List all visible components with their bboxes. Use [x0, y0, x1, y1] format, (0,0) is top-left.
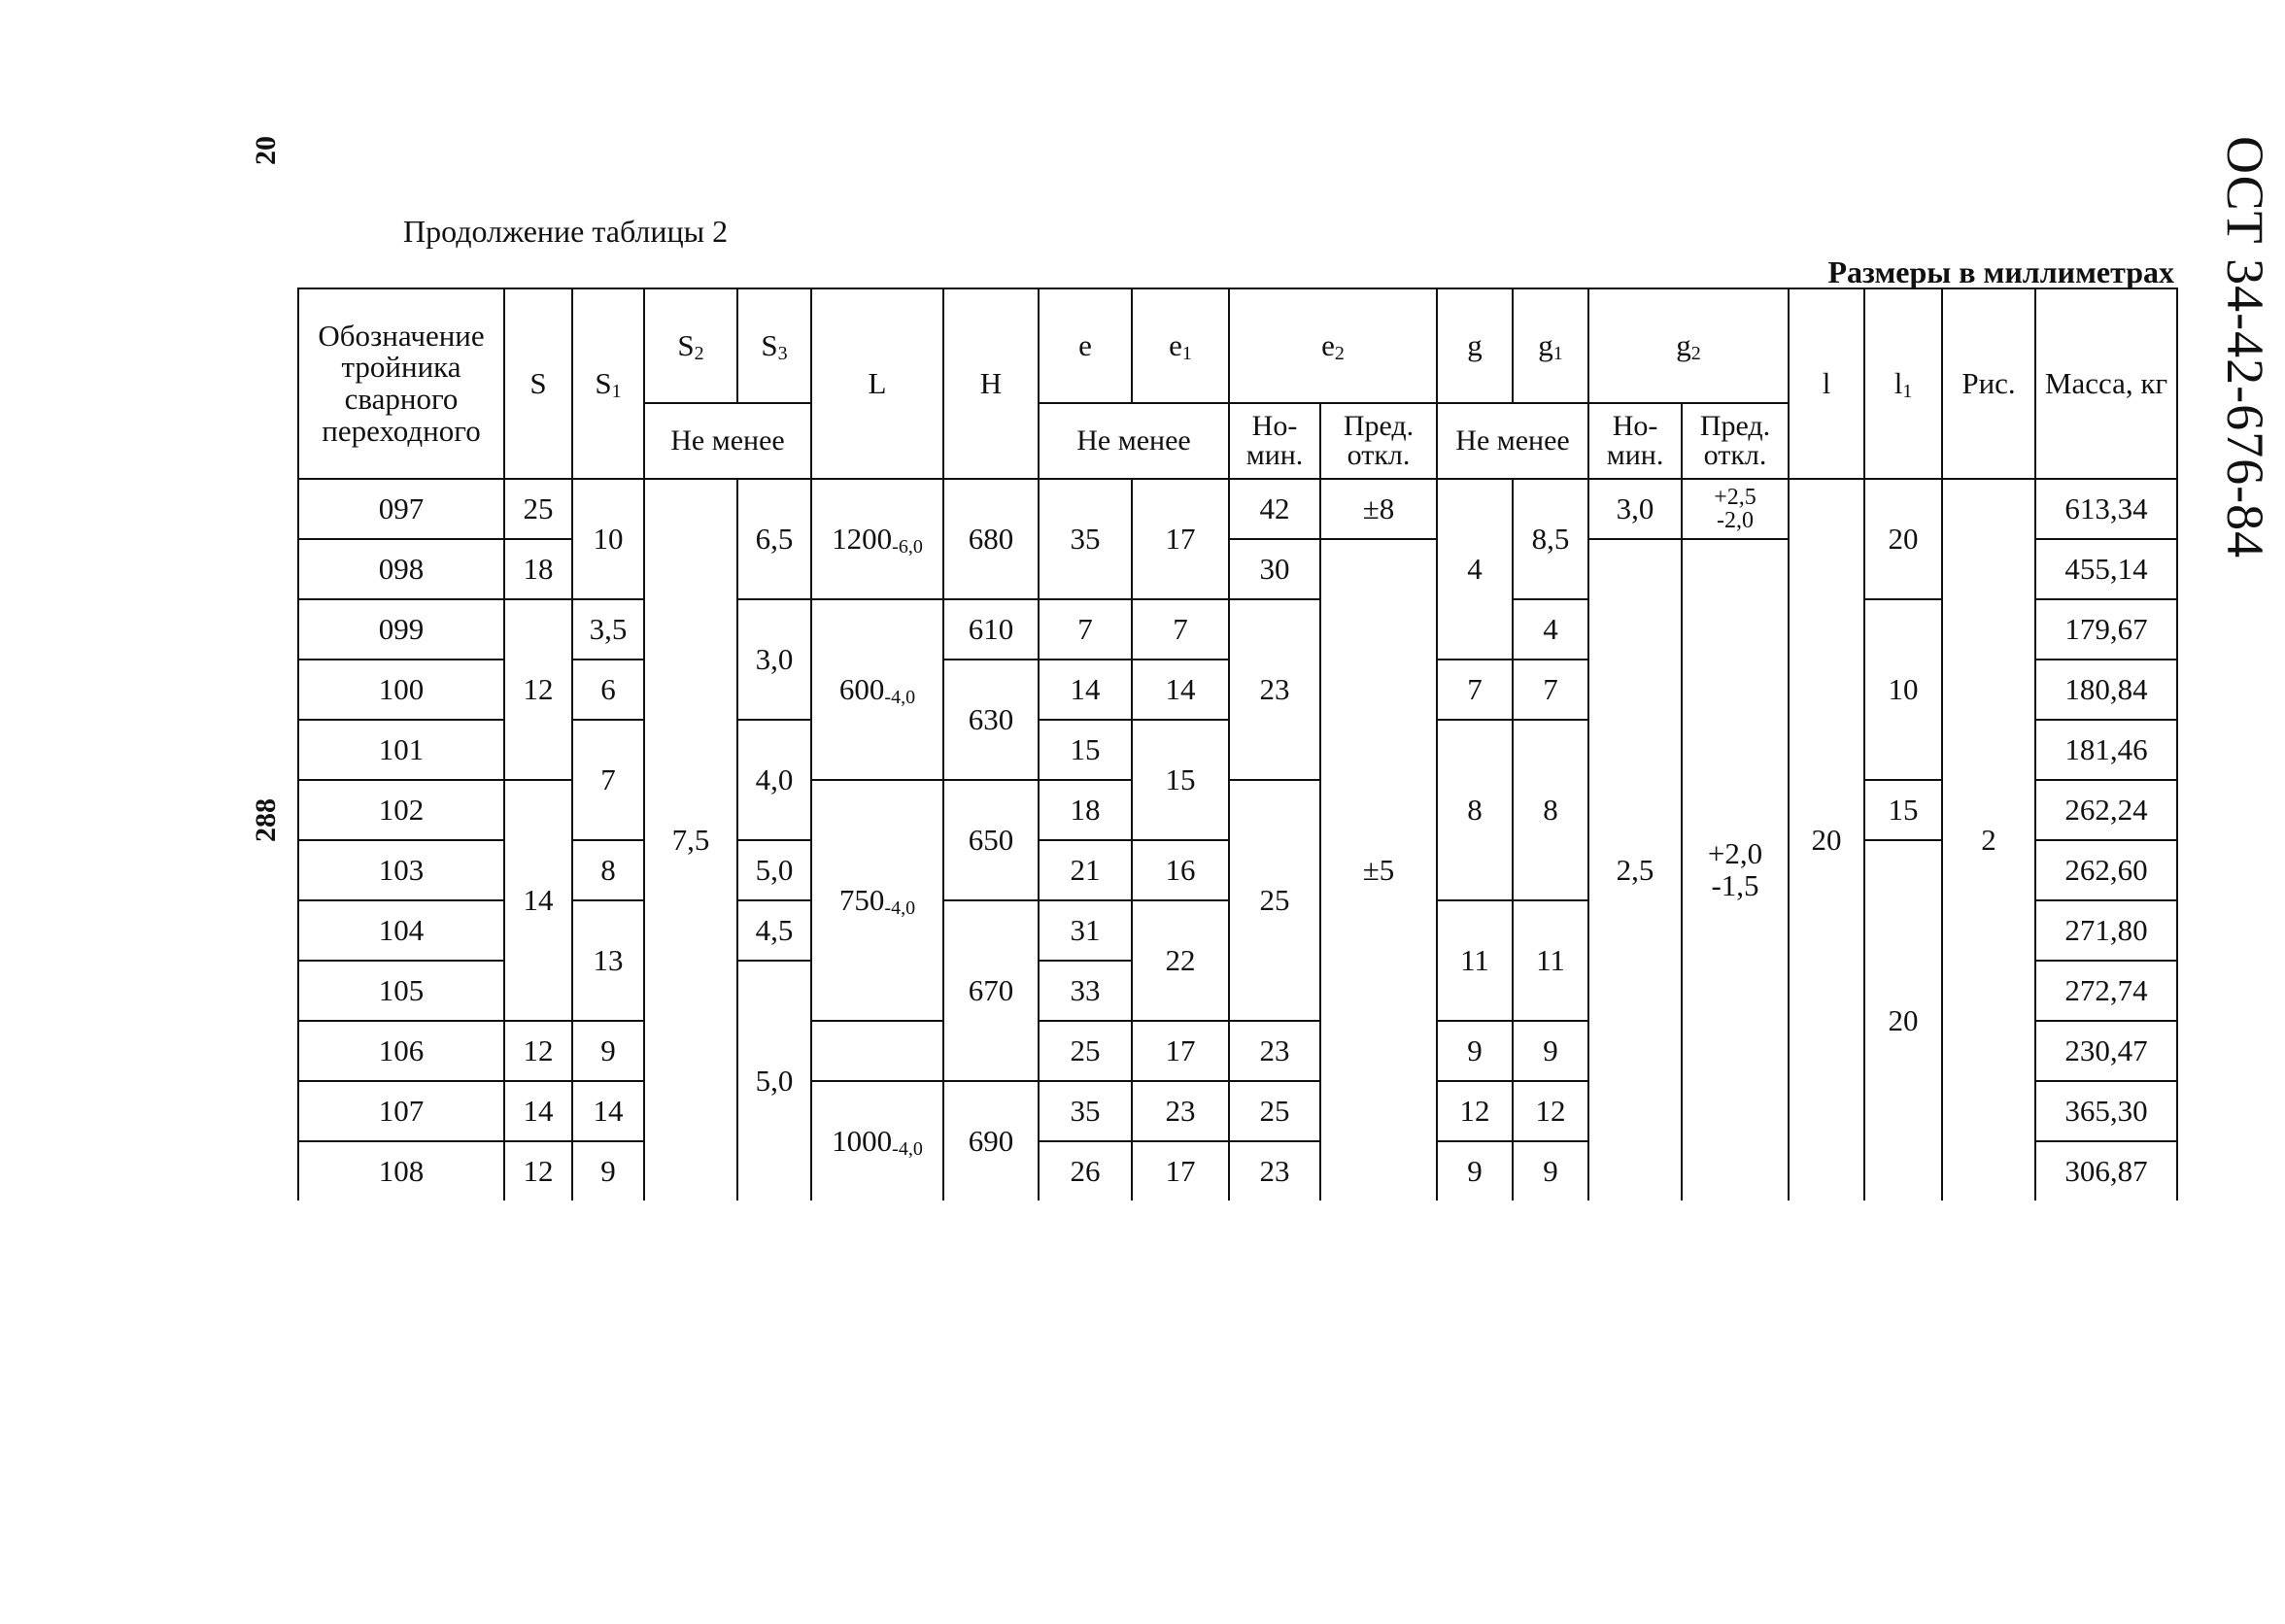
header-g-g1-min: Не менее	[1437, 403, 1588, 479]
cell-l1: 10	[1864, 599, 1942, 780]
standard-code: ОСТ 34-42-676-84	[2216, 136, 2274, 559]
cell-g: 8	[1437, 720, 1513, 900]
header-g2: $g_2$	[1588, 288, 1789, 403]
cell-S2: 7,5	[644, 479, 737, 1201]
cell-e: 18	[1039, 780, 1132, 840]
cell-S3: 4,0	[737, 720, 811, 840]
cell-e2-dev: ±8	[1320, 479, 1437, 539]
header-name: Обозначение тройника сварного переходного	[298, 288, 504, 479]
table-row	[298, 479, 2177, 539]
header-S2: $S_2$	[644, 288, 737, 403]
cell-H: 610	[943, 599, 1039, 660]
cell-mass: 180,84	[2035, 660, 2177, 720]
cell-e2-dev: ±5	[1320, 539, 1437, 1201]
cell-L: $1200_{-6,0}$	[811, 479, 943, 599]
cell-g2: 3,0	[1588, 479, 1682, 539]
cell-e2: 30	[1229, 539, 1320, 599]
header-H: H	[943, 288, 1039, 479]
cell-e1: 17	[1132, 1141, 1229, 1201]
cell-L: $600_{-4,0}$	[811, 599, 943, 780]
cell-e: 31	[1039, 900, 1132, 961]
cell-e: 26	[1039, 1141, 1132, 1201]
cell-mass: 306,87	[2035, 1141, 2177, 1201]
cell-g1: 8	[1513, 720, 1588, 900]
cell-S1: 13	[572, 900, 644, 1021]
header-e2: $e_2$	[1229, 288, 1437, 403]
table-caption: Продолжение таблицы 2	[403, 214, 729, 249]
header-L: L	[811, 288, 943, 479]
cell-S1: 9	[572, 1141, 644, 1201]
cell-mass: 179,67	[2035, 599, 2177, 660]
header-S: S	[504, 288, 572, 479]
cell-g: 7	[1437, 660, 1513, 720]
page-number-top: 20	[250, 136, 282, 165]
cell-S1: 8	[572, 840, 644, 900]
cell-g1: 9	[1513, 1021, 1588, 1081]
cell-g1: 11	[1513, 900, 1588, 1021]
cell-e2: 42	[1229, 479, 1320, 539]
cell-e: 35	[1039, 479, 1132, 599]
header-e: e	[1039, 288, 1132, 403]
header-g1: $g_1$	[1513, 288, 1588, 403]
cell-S1: 6	[572, 660, 644, 720]
cell-e2: 25	[1229, 1081, 1320, 1141]
cell-name: 108	[298, 1141, 504, 1201]
cell-e2: 23	[1229, 599, 1320, 780]
header-row-1	[298, 288, 2177, 403]
cell-e: 25	[1039, 1021, 1132, 1081]
cell-name: 106	[298, 1021, 504, 1081]
cell-H: 680	[943, 479, 1039, 599]
cell-S1: 7	[572, 720, 644, 840]
cell-L: $750_{-4,0}$	[811, 780, 943, 1021]
cell-L: $1000_{-4,0}$	[811, 1081, 943, 1201]
cell-H: 690	[943, 1081, 1039, 1201]
cell-S: 12	[504, 1141, 572, 1201]
page-number-side: 288	[250, 798, 282, 842]
header-S1: $S_1$	[572, 288, 644, 479]
cell-S: 14	[504, 780, 572, 1021]
cell-mass: 230,47	[2035, 1021, 2177, 1081]
cell-l: 20	[1789, 479, 1864, 1201]
cell-S3: 5,0	[737, 840, 811, 900]
cell-mass: 262,24	[2035, 780, 2177, 840]
cell-g2-dev: +2,0 -1,5	[1682, 539, 1789, 1201]
cell-name: 102	[298, 780, 504, 840]
cell-mass: 455,14	[2035, 539, 2177, 599]
cell-name: 105	[298, 961, 504, 1021]
cell-g: 12	[1437, 1081, 1513, 1141]
cell-e: 33	[1039, 961, 1132, 1021]
cell-e1: 17	[1132, 1021, 1229, 1081]
cell-name: 100	[298, 660, 504, 720]
cell-g2: 2,5	[1588, 539, 1682, 1201]
cell-mass: 365,30	[2035, 1081, 2177, 1141]
cell-g: 9	[1437, 1021, 1513, 1081]
cell-e: 21	[1039, 840, 1132, 900]
cell-e1: 14	[1132, 660, 1229, 720]
cell-mass: 262,60	[2035, 840, 2177, 900]
cell-S3: 5,0	[737, 961, 811, 1201]
cell-S: 18	[504, 539, 572, 599]
cell-name: 103	[298, 840, 504, 900]
header-g2-nominal: Но-мин.	[1588, 403, 1682, 479]
cell-H: 650	[943, 780, 1039, 900]
header-S2-S3-min: Не менее	[644, 403, 811, 479]
cell-S1: 3,5	[572, 599, 644, 660]
cell-fig: 2	[1942, 479, 2035, 1201]
cell-S: 12	[504, 1021, 572, 1081]
header-e1: $e_1$	[1132, 288, 1229, 403]
cell-name: 099	[298, 599, 504, 660]
cell-S3: 4,5	[737, 900, 811, 961]
cell-mass: 271,80	[2035, 900, 2177, 961]
cell-g1: 7	[1513, 660, 1588, 720]
cell-S: 12	[504, 599, 572, 780]
cell-mass: 613,34	[2035, 479, 2177, 539]
cell-mass: 272,74	[2035, 961, 2177, 1021]
cell-H: 670	[943, 900, 1039, 1081]
cell-name: 104	[298, 900, 504, 961]
header-g: g	[1437, 288, 1513, 403]
header-S3: $S_3$	[737, 288, 811, 403]
cell-g1: 12	[1513, 1081, 1588, 1141]
cell-e2: 23	[1229, 1141, 1320, 1201]
cell-e: 7	[1039, 599, 1132, 660]
cell-l1: 20	[1864, 840, 1942, 1201]
cell-g: 9	[1437, 1141, 1513, 1201]
header-e2-nominal: Но-мин.	[1229, 403, 1320, 479]
header-g2-deviation: Пред. откл.	[1682, 403, 1789, 479]
cell-e2: 25	[1229, 780, 1320, 1021]
cell-g1: 9	[1513, 1141, 1588, 1201]
cell-g1: 4	[1513, 599, 1588, 660]
cell-e: 35	[1039, 1081, 1132, 1141]
cell-name: 098	[298, 539, 504, 599]
cell-e1: 17	[1132, 479, 1229, 599]
cell-mass: 181,46	[2035, 720, 2177, 780]
cell-e2: 23	[1229, 1021, 1320, 1081]
cell-g: 11	[1437, 900, 1513, 1021]
cell-S3: 3,0	[737, 599, 811, 720]
cell-L	[811, 1021, 943, 1081]
header-l: l	[1789, 288, 1864, 479]
header-fig: Рис.	[1942, 288, 2035, 479]
cell-l1: 20	[1864, 479, 1942, 599]
cell-S: 14	[504, 1081, 572, 1141]
cell-S: 25	[504, 479, 572, 539]
header-l1: $l_1$	[1864, 288, 1942, 479]
units-note: Размеры в миллиметрах	[1827, 254, 2174, 289]
cell-l1: 15	[1864, 780, 1942, 840]
header-e-e1-min: Не менее	[1039, 403, 1229, 479]
cell-name: 097	[298, 479, 504, 539]
dimensions-table	[297, 288, 2178, 1201]
cell-S3: 6,5	[737, 479, 811, 599]
cell-e1: 16	[1132, 840, 1229, 900]
cell-S1: 14	[572, 1081, 644, 1141]
cell-e1: 22	[1132, 900, 1229, 1021]
cell-H: 630	[943, 660, 1039, 780]
cell-S1: 9	[572, 1021, 644, 1081]
cell-g: 4	[1437, 479, 1513, 660]
header-e2-deviation: Пред. откл.	[1320, 403, 1437, 479]
cell-name: 101	[298, 720, 504, 780]
cell-e: 14	[1039, 660, 1132, 720]
cell-e1: 7	[1132, 599, 1229, 660]
cell-g1: 8,5	[1513, 479, 1588, 599]
header-mass: Масса, кг	[2035, 288, 2177, 479]
cell-e1: 15	[1132, 720, 1229, 840]
cell-name: 107	[298, 1081, 504, 1141]
cell-e1: 23	[1132, 1081, 1229, 1141]
cell-S1: 10	[572, 479, 644, 599]
table-row	[298, 599, 2177, 660]
cell-g2-dev: +2,5 -2,0	[1682, 479, 1789, 539]
cell-e: 15	[1039, 720, 1132, 780]
